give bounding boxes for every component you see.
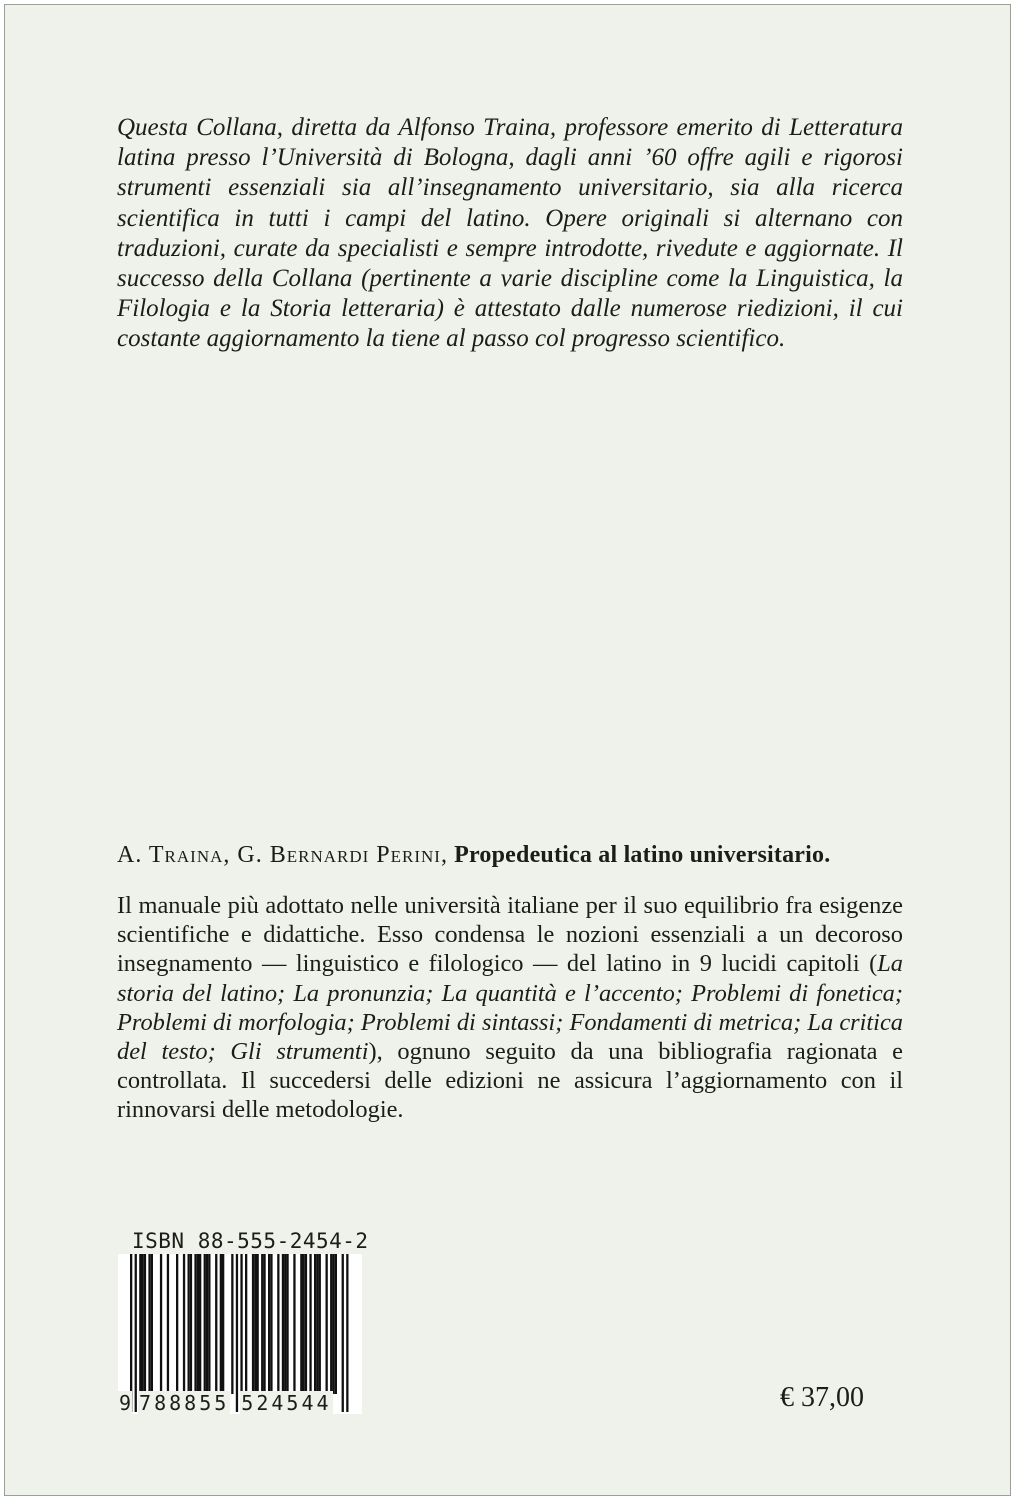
barcode-bar (188, 1254, 190, 1394)
barcode-bar (190, 1254, 192, 1394)
barcode-bar (277, 1254, 279, 1394)
barcode-bar (303, 1254, 305, 1394)
barcode-bar (204, 1254, 206, 1394)
barcode-bar (245, 1254, 247, 1394)
barcode-bar (314, 1254, 316, 1394)
barcode-bar (335, 1254, 337, 1394)
ean-left-group: 788855 (139, 1391, 230, 1415)
barcode-bar (309, 1254, 311, 1394)
barcode-bar (252, 1254, 254, 1394)
barcode-bar (206, 1254, 208, 1394)
ean-digits (118, 1392, 333, 1414)
barcode-bar (268, 1254, 270, 1394)
barcode-bar (220, 1254, 222, 1394)
barcode-bar (286, 1254, 288, 1394)
isbn-barcode-block (118, 1228, 368, 1418)
chapter-list: La storia del latino; La pronunzia; La quantità e l’accento; Problemi di fonetica; Problemi di morfologia; Problemi di sintassi; Fondamenti di metrica; La critica del testo; Gli strumenti (117, 950, 903, 1066)
barcode-bar (332, 1254, 334, 1394)
barcode-bar (142, 1254, 144, 1394)
book-citation (117, 840, 917, 870)
barcode-bar (257, 1254, 259, 1394)
barcode-image (118, 1254, 362, 1414)
barcode-bar (176, 1254, 178, 1394)
barcode-bar (130, 1254, 132, 1412)
barcode-bar (263, 1254, 265, 1394)
barcode-bar (240, 1254, 242, 1412)
barcode-bar (319, 1254, 321, 1394)
barcode-bar (194, 1254, 196, 1394)
barcode-bar (151, 1254, 153, 1394)
barcode-bar (183, 1254, 185, 1394)
barcode-bar (326, 1254, 328, 1394)
barcode-bar (222, 1254, 224, 1394)
book-authors: A. Traina, G. Bernardi Perini, (117, 842, 448, 868)
barcode-bar (167, 1254, 169, 1394)
barcode-bar (254, 1254, 256, 1394)
series-description: Questa Collana, diretta da Alfonso Traina, professore emerito di Letteratura latina presso l’Università di Bologna, dagli anni ’60 offre agili e rigorosi strumenti essenziali sia all’insegnamento universitario, sia alla ricerca scientifica in tutti i campi del latino. Opere originali si alternano con traduzioni, curate da specialisti e sempre introdotte, rivedute e aggiornate. Il successo della Collana (pertinente a varie discipline come la Linguistica, la Filologia e la Storia letteraria) è attestato dalle numerose riedizioni, il cui costante aggiornamento la tiene al passo col progresso scientifico. (117, 114, 903, 353)
barcode-bar (144, 1254, 146, 1394)
barcode-bar (236, 1254, 238, 1412)
book-description (117, 891, 903, 1125)
barcode-bar (346, 1254, 348, 1412)
barcode-bar (148, 1254, 150, 1394)
description-outro: ), ognuno seguito da una bibliografia ragionata e controllata. Il succedersi delle edizioni ne assicura l’aggiornamento con il rinnovarsi delle metodologie. (117, 1038, 903, 1124)
barcode-bar (139, 1254, 141, 1394)
description-intro: Il manuale più adottato nelle università italiane per il suo equilibrio fra esigenze scientifiche e didattiche. Esso condensa le nozioni essenziali a un decoroso insegnamento — linguistico e filologico — del latino in 9 lucidi capitoli ( (117, 892, 903, 978)
barcode-bar (231, 1254, 233, 1394)
barcode-bar (282, 1254, 284, 1394)
barcode-bar (330, 1254, 332, 1394)
isbn-label: ISBN 88-555-2454-2 (132, 1229, 369, 1253)
ean-first-digit: 9 (119, 1391, 132, 1415)
barcode-bar (305, 1254, 307, 1394)
barcode-bar (284, 1254, 286, 1394)
barcode-bar (293, 1254, 295, 1394)
ean-right-group: 524544 (241, 1391, 332, 1415)
barcode-bar (270, 1254, 272, 1394)
barcode-bar (135, 1254, 137, 1412)
barcode-bar (342, 1254, 344, 1412)
barcode-bar (300, 1254, 302, 1394)
barcode-bar (160, 1254, 162, 1394)
barcode-bar (208, 1254, 210, 1394)
barcode-bar (199, 1254, 201, 1394)
barcode-bar (215, 1254, 217, 1394)
barcode-bar (197, 1254, 199, 1394)
barcode-bar (261, 1254, 263, 1394)
barcode-bar (316, 1254, 318, 1394)
price-label: € 37,00 (780, 1382, 864, 1413)
book-title: Propedeutica al latino universitario. (454, 842, 831, 868)
